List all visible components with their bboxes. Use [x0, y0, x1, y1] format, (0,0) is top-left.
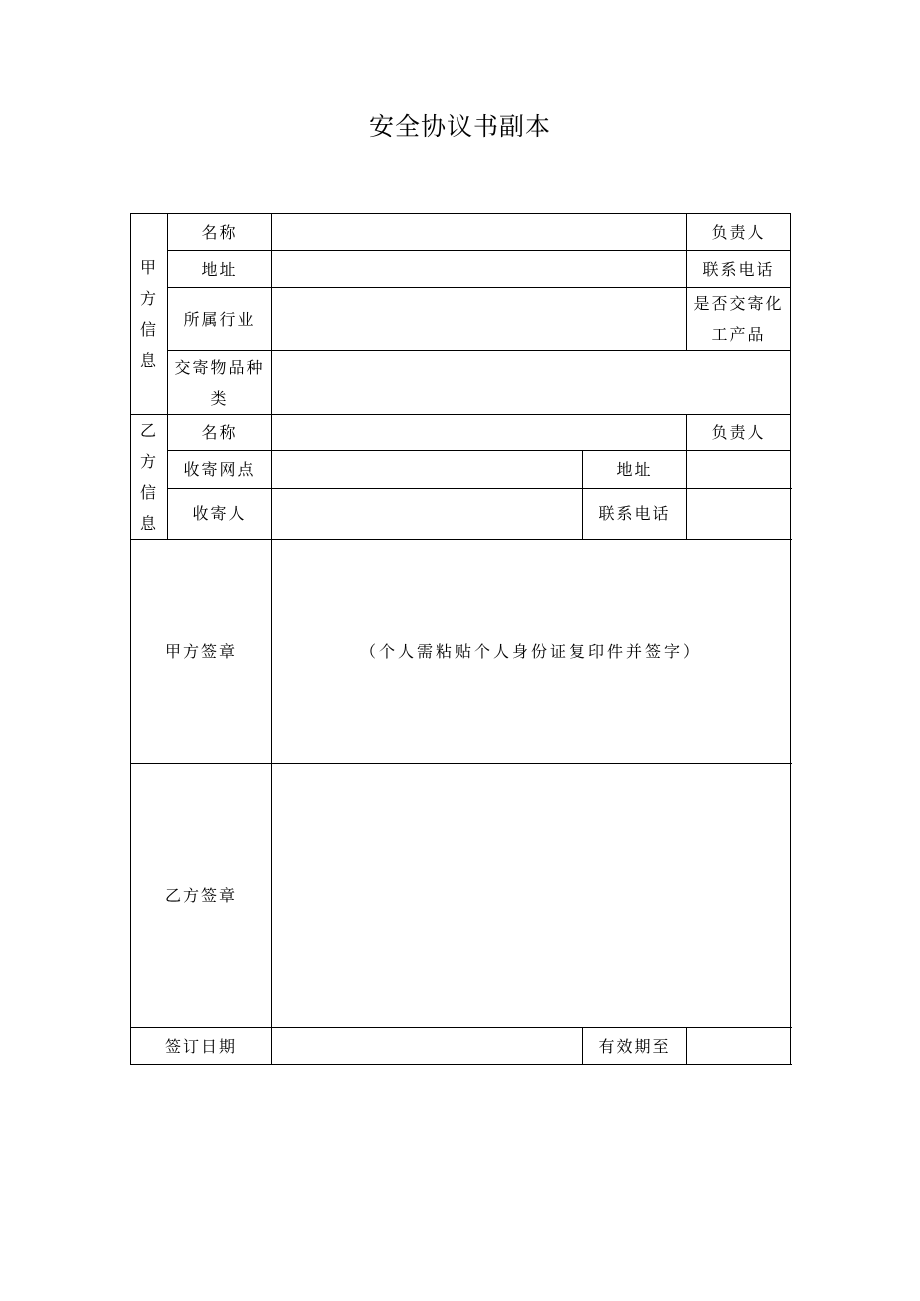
valid-until-field[interactable]	[687, 1028, 791, 1065]
valid-until-label: 有效期至	[583, 1028, 687, 1065]
party-a-manager-label: 负责人	[687, 214, 791, 251]
party-b-receiver-field[interactable]	[272, 488, 583, 539]
party-b-name-label: 名称	[168, 415, 272, 451]
party-b-manager-label: 负责人	[687, 415, 791, 451]
party-b-phone-label: 联系电话	[583, 488, 687, 539]
party-a-phone-label: 联系电话	[687, 251, 791, 288]
party-a-goods-label: 交寄物品种类	[168, 351, 272, 415]
party-b-signature-label: 乙方签章	[131, 764, 272, 1028]
party-b-signature-field[interactable]	[272, 764, 791, 1028]
party-b-address-label: 地址	[583, 451, 687, 488]
party-a-signature-hint: （个人需粘贴个人身份证复印件并签字）	[360, 642, 703, 661]
party-a-industry-label: 所属行业	[168, 288, 272, 351]
document-title: 安全协议书副本	[368, 112, 551, 141]
party-b-outlet-field[interactable]	[272, 451, 583, 488]
sign-date-field[interactable]	[272, 1028, 583, 1065]
agreement-form-table	[130, 213, 791, 1065]
party-b-name-field[interactable]	[272, 415, 687, 451]
party-b-address-field[interactable]	[687, 451, 791, 488]
party-a-address-field[interactable]	[272, 251, 687, 288]
party-b-section-label: 乙 方 信 息	[131, 415, 168, 540]
party-a-name-field[interactable]	[272, 214, 687, 251]
party-a-chemical-label: 是否交寄化工产品	[687, 288, 791, 351]
party-a-name-label: 名称	[168, 214, 272, 251]
party-b-outlet-label: 收寄网点	[168, 451, 272, 488]
party-a-goods-field[interactable]	[272, 351, 791, 415]
party-a-address-label: 地址	[168, 251, 272, 288]
party-a-signature-label: 甲方签章	[131, 540, 272, 764]
party-b-receiver-label: 收寄人	[168, 488, 272, 539]
party-b-phone-field[interactable]	[687, 488, 791, 539]
party-a-industry-field[interactable]	[272, 288, 687, 351]
party-a-signature-field[interactable]	[272, 540, 791, 764]
party-a-section-label: 甲 方 信 息	[131, 214, 168, 415]
sign-date-label: 签订日期	[131, 1028, 272, 1065]
